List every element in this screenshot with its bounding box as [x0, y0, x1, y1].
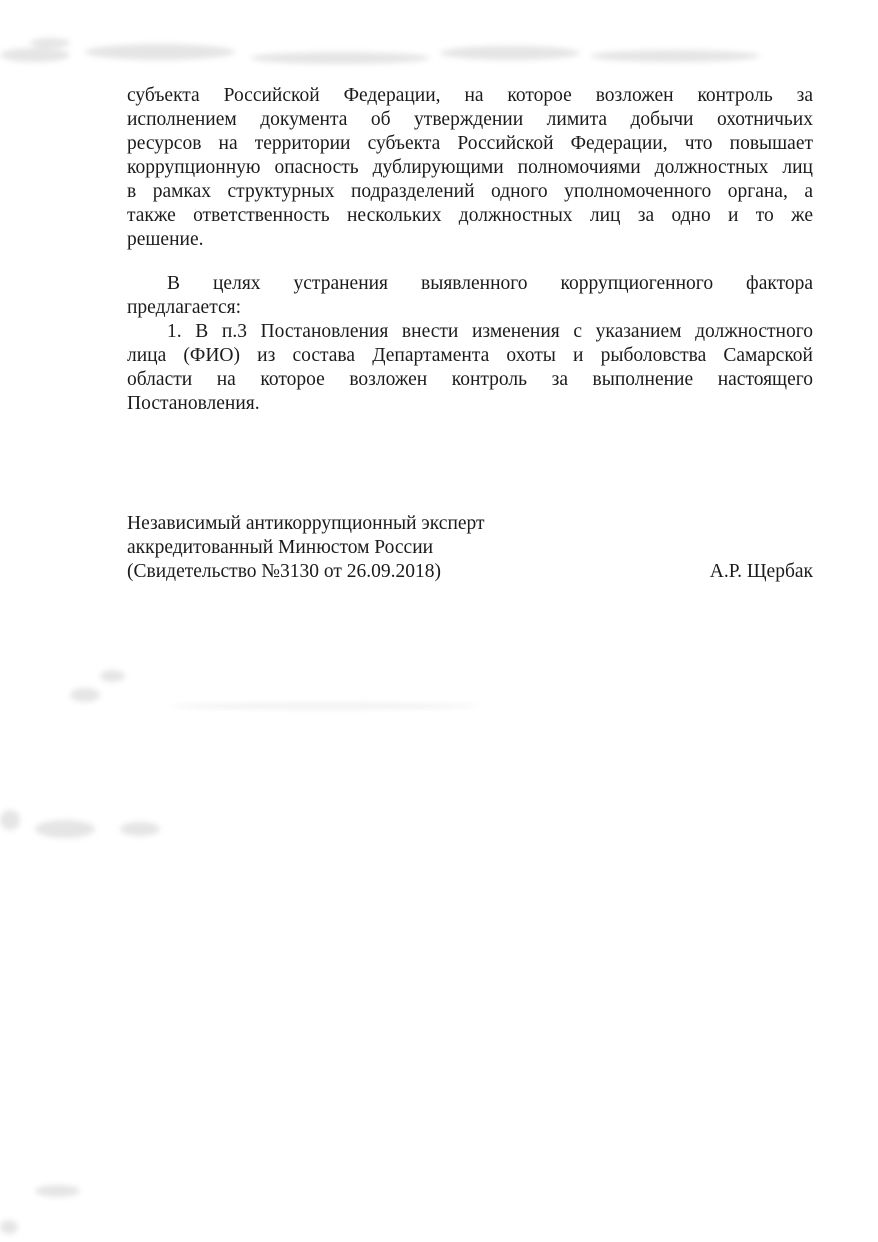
document-body [127, 84, 813, 584]
scan-noise [0, 810, 20, 830]
scan-noise [0, 1220, 18, 1234]
signature-accreditation-line: аккредитованный Минюстом России [127, 537, 434, 558]
text-line: лица (ФИО) из состава Департамента охоты и рыболовства Самарской [127, 345, 813, 366]
scan-noise [120, 822, 160, 836]
scan-noise [30, 38, 70, 48]
text-line: 1. В п.3 Постановления внести изменения с указанием должностного [167, 321, 813, 342]
scan-noise [35, 1185, 80, 1197]
signature-name: А.Р. Щербак [709, 561, 813, 582]
scan-noise [35, 820, 95, 838]
text-line: исполнением документа об утверждении лимита добычи охотничьих [127, 109, 813, 130]
scan-noise [0, 48, 70, 62]
signature-row [127, 560, 813, 584]
paragraph [127, 272, 813, 320]
text-line: области на которое возложен контроль за выполнение настоящего [127, 369, 813, 390]
text-line: субъекта Российской Федерации, на которое возложен контроль за [127, 85, 813, 106]
signature-block [127, 512, 813, 584]
text-line: решение. [127, 229, 204, 250]
paragraphs [127, 84, 813, 416]
text-line: ресурсов на территории субъекта Российской Федерации, что повышает [127, 133, 813, 154]
scan-noise [100, 670, 125, 682]
scan-noise [85, 44, 235, 60]
text-line: в рамках структурных подразделений одного уполномоченного органа, а [127, 181, 813, 202]
scan-noise [440, 46, 580, 60]
text-line: В целях устранения выявленного коррупциогенного фактора [167, 273, 813, 294]
text-line: также ответственность нескольких должностных лиц за одно и то же [127, 205, 813, 226]
scan-noise [250, 52, 430, 64]
scan-noise [70, 688, 100, 702]
text-line: Постановления. [127, 393, 260, 414]
paragraph [127, 84, 813, 252]
text-line: коррупционную опасность дублирующими полномочиями должностных лиц [127, 157, 813, 178]
scan-noise [170, 703, 480, 709]
signature-certificate: (Свидетельство №3130 от 26.09.2018) [127, 561, 442, 582]
scan-noise [590, 50, 760, 62]
signature-title-line: Независимый антикоррупционный эксперт [127, 513, 485, 534]
paragraph [127, 320, 813, 416]
text-line: предлагается: [127, 297, 242, 318]
